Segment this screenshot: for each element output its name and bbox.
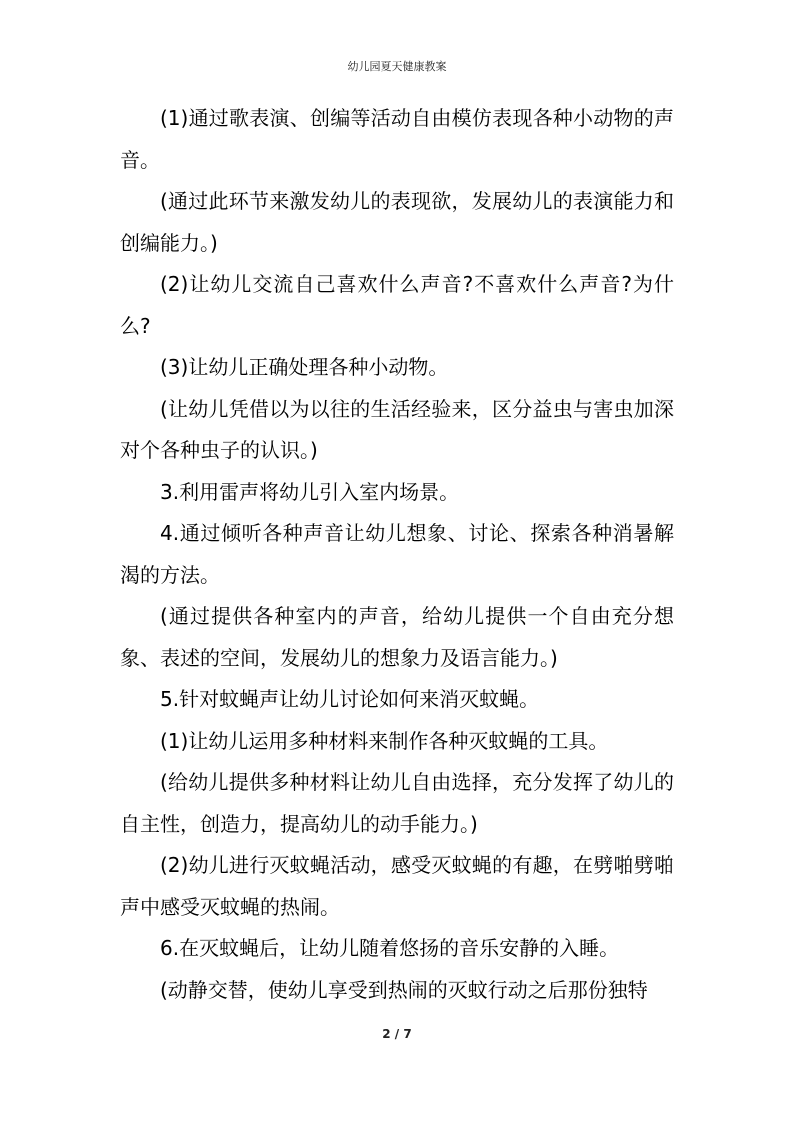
page-header: 幼儿园夏天健康教案	[347, 60, 447, 73]
paragraph: (1)通过歌表演、创编等活动自由模仿表现各种小动物的声音。	[120, 106, 674, 172]
paragraph: (3)让幼儿正确处理各种小动物。	[160, 355, 449, 379]
paragraph: (给幼儿提供多种材料让幼儿自由选择，充分发挥了幼儿的自主性，创造力，提高幼儿的动手能力。)	[120, 770, 674, 836]
paragraph: (2)让幼儿交流自己喜欢什么声音?不喜欢什么声音?为什么?	[120, 272, 674, 338]
paragraph: 4.通过倾听各种声音让幼儿想象、讨论、探索各种消暑解渴的方法。	[120, 521, 674, 587]
paragraph: (通过提供各种室内的声音，给幼儿提供一个自由充分想象、表述的空间，发展幼儿的想象力及语言能力。)	[120, 604, 674, 670]
paragraph: (通过此环节来激发幼儿的表现欲，发展幼儿的表演能力和创编能力。)	[120, 189, 674, 255]
paragraph: 5.针对蚊蝇声让幼儿讨论如何来消灭蚊蝇。	[160, 687, 540, 711]
paragraph: (让幼儿凭借以为以往的生活经验来，区分益虫与害虫加深对个各种虫子的认识。)	[120, 396, 674, 462]
paragraph: (1)让幼儿运用多种材料来制作各种灭蚊蝇的工具。	[160, 728, 609, 753]
paragraph: (动静交替，使幼儿享受到热闹的灭蚊行动之后那份独特	[160, 977, 648, 1002]
paragraph: (2)幼儿进行灭蚊蝇活动，感受灭蚊蝇的有趣，在劈啪劈啪声中感受灭蚊蝇的热闹。	[120, 853, 674, 919]
paragraph: 3.利用雷声将幼儿引入室内场景。	[160, 479, 460, 504]
document-body	[120, 98, 674, 1011]
paragraph: 6.在灭蚊蝇后，让幼儿随着悠扬的音乐安静的入睡。	[160, 936, 620, 960]
page-number: 2 / 7	[382, 1027, 412, 1041]
